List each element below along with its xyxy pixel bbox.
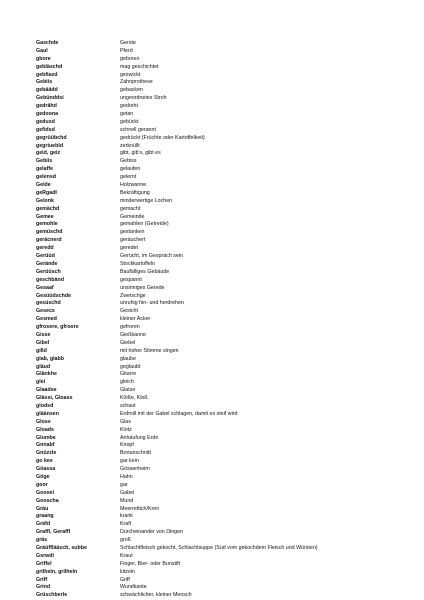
glossary-term: gemüschd xyxy=(36,229,63,236)
glossary-definition: gestanken xyxy=(120,229,145,236)
glossary-row xyxy=(36,135,408,143)
glossary-definition: Gerste xyxy=(120,40,136,46)
glossary-term: gedrähd xyxy=(36,103,57,110)
glossary-term: gemächd xyxy=(36,205,60,212)
glossary-term: Gebiis xyxy=(36,158,53,165)
glossary-row xyxy=(36,174,408,182)
glossary-row xyxy=(36,506,408,514)
glossary-term: Gesüüdschde xyxy=(36,292,72,299)
glossary-definition: Kraut xyxy=(120,552,133,559)
glossary-term: Gnüzzle xyxy=(36,450,57,457)
glossary-term: gebäädd xyxy=(36,87,58,94)
glossary-row xyxy=(36,261,408,269)
glossary-definition: Schlachtfleisch gekocht, Schlachtsuppe (Sud vom gekochdem Fleisch und Würsten) xyxy=(120,545,318,551)
glossary-term: glodsd xyxy=(36,402,54,409)
glossary-term: gedusd xyxy=(36,118,55,125)
glossary-term: gelaffe xyxy=(36,166,54,173)
glossary-term: Graffl, Geraffl xyxy=(36,529,71,536)
glossary-term: gedoona xyxy=(36,111,59,118)
glossary-term: glab, glabb xyxy=(36,355,64,362)
glossary-row xyxy=(36,569,408,577)
glossary-row xyxy=(36,253,408,261)
glossary-term: Gibel xyxy=(36,339,50,346)
glossary-definition: Gießkanne xyxy=(120,331,146,338)
glossary-definition: Wundkante xyxy=(120,584,147,591)
glossary-definition: Glas xyxy=(120,418,131,425)
glossary-definition: geboren xyxy=(120,55,140,62)
glossary-row xyxy=(36,403,408,411)
glossary-term: Gooscha xyxy=(36,497,59,504)
glossary-definition: Durcheinander von Dingen xyxy=(120,529,184,536)
glossary-definition: krank xyxy=(120,513,133,520)
glossary-definition: groß xyxy=(120,537,131,544)
glossary-row xyxy=(36,577,408,585)
glossary-term: Gelonk xyxy=(36,197,54,204)
glossary-row xyxy=(36,111,408,119)
glossary-row xyxy=(36,561,408,569)
glossary-term: Glänkhe xyxy=(36,371,57,378)
glossary-row xyxy=(36,498,408,506)
glossary-term: Gloss xyxy=(36,418,51,425)
glossary-definition: Finger, Bier- oder Bunstift xyxy=(120,560,181,567)
glossary-definition: gemahlen (Getreide) xyxy=(120,221,169,228)
glossary-definition: Zwetschge xyxy=(120,292,146,299)
glossary-term: gegriuebld xyxy=(36,142,64,149)
glossary-row xyxy=(36,40,408,48)
glossary-term: Gräfd xyxy=(36,521,51,528)
glossary-term: Gesaaf xyxy=(36,284,54,291)
glossary-definition: Klotz xyxy=(120,426,132,433)
glossary-term: gläänsen xyxy=(36,410,59,417)
glossary-definition: Brotanschnitt xyxy=(120,450,151,457)
glossary-term: gemohle xyxy=(36,221,58,228)
glossary-term: Göassa xyxy=(36,466,56,473)
glossary-definition: Knopf xyxy=(120,442,134,449)
glossary-row xyxy=(36,592,408,600)
glossary-row xyxy=(36,371,408,379)
glossary-row xyxy=(36,419,408,427)
glossary-term: gelensd xyxy=(36,174,57,181)
glossary-definition: ungeordnetes Stroh xyxy=(120,95,167,102)
glossary-definition: geräuchert xyxy=(120,237,146,244)
glossary-term: Gesecs xyxy=(36,308,55,315)
glossary-definition: kitzeln xyxy=(120,568,136,575)
glossary-row xyxy=(36,206,408,214)
glossary-row xyxy=(36,332,408,340)
glossary-row xyxy=(36,103,408,111)
glossary-row xyxy=(36,182,408,190)
glossary-definition: gar xyxy=(120,481,128,488)
glossary-definition: Gerücht, im Gespräch sein xyxy=(120,253,183,260)
glossary-row xyxy=(36,513,408,521)
glossary-definition: Stockkartoffeln xyxy=(120,260,155,267)
glossary-definition: gedrückt (Früchte oder Kartoffelkeit) xyxy=(120,134,205,141)
glossary-definition: Klöße, Kloß xyxy=(120,395,148,402)
glossary-row xyxy=(36,584,408,592)
glossary-term: Gräüfflääsch, subbe xyxy=(36,545,87,551)
glossary-term: geschbånd xyxy=(36,276,64,283)
glossary-definition: gefroren xyxy=(120,324,140,331)
glossary-definition: gezwickt xyxy=(120,71,141,78)
glossary-definition: zerknüllt xyxy=(120,142,140,149)
glossary-definition: schaut xyxy=(120,402,136,409)
glossary-row xyxy=(36,87,408,95)
glossary-row xyxy=(36,466,408,474)
glossary-term: gefidsd xyxy=(36,126,55,133)
glossary-term: gesüschd xyxy=(36,300,61,307)
glossary-term: Gesmed xyxy=(36,316,57,323)
glossary-row xyxy=(36,237,408,245)
glossary-definition: geglaubt xyxy=(120,363,141,370)
glossary-row xyxy=(36,229,408,237)
glossary-row xyxy=(36,395,408,403)
glossary-term: Glaadse xyxy=(36,387,57,394)
glossary-term: Griffel xyxy=(36,560,52,567)
glossary-term: gfrosere, gfroore xyxy=(36,324,79,331)
glossary-term: Gebiis xyxy=(36,79,53,86)
glossary-row xyxy=(36,316,408,324)
glossary-definition: Griff xyxy=(120,576,130,583)
glossary-row xyxy=(36,545,408,553)
glossary-definition: mag geschichtet xyxy=(120,63,159,70)
glossary-term: Gisse xyxy=(36,331,51,338)
glossary-definition: Glatze xyxy=(120,387,136,394)
glossary-row xyxy=(36,166,408,174)
glossary-definition: Gesicht xyxy=(120,308,138,315)
glossary-definition: schnell gerannt xyxy=(120,126,156,133)
glossary-definition: Gebiss xyxy=(120,158,137,165)
glossary-term: gilld xyxy=(36,347,47,354)
glossary-row xyxy=(36,158,408,166)
glossary-row xyxy=(36,190,408,198)
glossary-term: Gräu xyxy=(36,505,49,512)
glossary-definition: Holzwanne xyxy=(120,182,147,189)
glossary-definition: unsinniges Gerede xyxy=(120,284,165,291)
glossary-row xyxy=(36,442,408,450)
glossary-term: Glässi, Gloass xyxy=(36,395,73,402)
glossary-term: geredd xyxy=(36,245,54,252)
glossary-term: gläud xyxy=(36,363,51,370)
glossary-row xyxy=(36,269,408,277)
glossary-definition: gar kein xyxy=(120,458,139,465)
glossary-definition: gebacken xyxy=(120,87,143,94)
glossary-row xyxy=(36,427,408,435)
glossary-definition: glaube xyxy=(120,355,136,362)
glossary-row xyxy=(36,127,408,135)
glossary-definition: Gabel xyxy=(120,489,135,496)
glossary-term: graang xyxy=(36,513,54,520)
glossary-definition: getan xyxy=(120,111,134,118)
glossary-row xyxy=(36,411,408,419)
glossary-definition: mit hoher Stimme singen xyxy=(120,347,179,354)
glossary-term: gebläschd xyxy=(36,63,63,70)
glossary-row xyxy=(36,48,408,56)
glossary-row xyxy=(36,450,408,458)
glossary-row xyxy=(36,537,408,545)
glossary-row xyxy=(36,340,408,348)
glossary-term: Glumbe xyxy=(36,434,56,441)
glossary-definition: Kraft xyxy=(120,521,132,528)
glossary-term: gräs xyxy=(36,537,48,544)
glossary-row xyxy=(36,119,408,127)
glossary-term: Göge xyxy=(36,473,50,480)
glossary-term: Goovel xyxy=(36,489,54,496)
glossary-term: gebfiazd xyxy=(36,71,58,78)
glossary-row xyxy=(36,387,408,395)
glossary-term: geRgadl xyxy=(36,189,57,196)
glossary-term: geräcnerd xyxy=(36,237,62,244)
glossary-term: Gnnabf xyxy=(36,442,55,449)
glossary-definition: gedreht xyxy=(120,103,138,110)
glossary-definition: Meerrettich/Kren xyxy=(120,505,160,512)
glossary-definition: Mund xyxy=(120,497,134,504)
glossary-definition: Gössenheim xyxy=(120,466,150,473)
glossary-definition: Hahn xyxy=(120,473,133,480)
glossary-term: Grind xyxy=(36,584,51,591)
glossary-row xyxy=(36,308,408,316)
glossary-term: Griff xyxy=(36,576,48,583)
glossary-list xyxy=(36,40,408,600)
glossary-term: go kee xyxy=(36,458,53,465)
glossary-definition: gibt, gib's, gibt es xyxy=(120,150,161,157)
glossary-row xyxy=(36,285,408,293)
glossary-term: gegrüübchd xyxy=(36,134,67,141)
glossary-term: Gemee xyxy=(36,213,54,220)
glossary-definition: minderwertige Lochen xyxy=(120,197,173,204)
glossary-row xyxy=(36,490,408,498)
glossary-row xyxy=(36,356,408,364)
glossary-definition: kleiner Acker xyxy=(120,316,151,323)
glossary-row xyxy=(36,379,408,387)
glossary-definition: Baufälliges Gebäude xyxy=(120,268,170,275)
glossary-row xyxy=(36,348,408,356)
glossary-row xyxy=(36,79,408,87)
glossary-term: Gloads xyxy=(36,426,54,433)
glossary-row xyxy=(36,143,408,151)
glossary-row xyxy=(36,482,408,490)
glossary-definition: gelernt xyxy=(120,174,137,181)
glossary-row xyxy=(36,64,408,72)
glossary-term: Gelde xyxy=(36,182,51,189)
glossary-row xyxy=(36,293,408,301)
glossary-definition: Erdmill mit der Gabel schlagen, damit es steif wird xyxy=(120,410,238,417)
glossary-row xyxy=(36,214,408,222)
glossary-definition: unruhig hin- und herdrehen xyxy=(120,300,184,307)
glossary-term: goor xyxy=(36,481,48,488)
glossary-row xyxy=(36,474,408,482)
glossary-term: grilheln, grilheln xyxy=(36,568,78,575)
glossary-row xyxy=(36,56,408,64)
glossary-term: Gerände xyxy=(36,260,58,267)
glossary-row xyxy=(36,72,408,80)
glossary-definition: Zahnprothese xyxy=(120,79,153,86)
glossary-row xyxy=(36,221,408,229)
glossary-row xyxy=(36,435,408,443)
glossary-definition: gespannt xyxy=(120,276,142,283)
glossary-definition: Pferd xyxy=(120,47,133,54)
glossary-definition: Bekräftigung xyxy=(120,189,150,196)
glossary-term: gbore xyxy=(36,55,51,62)
glossary-row xyxy=(36,95,408,103)
glossary-term: Gerüüsch xyxy=(36,268,61,275)
glossary-term: Gsrwdi xyxy=(36,552,54,559)
glossary-term: Gaul xyxy=(36,47,48,54)
glossary-term: Gebünddsi xyxy=(36,95,64,102)
glossary-definition: Anhäufung Erde xyxy=(120,434,159,441)
glossary-definition: gleich xyxy=(120,379,134,386)
glossary-definition: Gemeinde xyxy=(120,213,145,220)
glossary-row xyxy=(36,245,408,253)
glossary-term: Grüschberle xyxy=(36,592,68,599)
glossary-row xyxy=(36,198,408,206)
glossary-term: Gaschde xyxy=(36,40,59,46)
glossary-term: glei xyxy=(36,379,46,386)
glossary-row xyxy=(36,553,408,561)
glossary-definition: Gitarre xyxy=(120,371,137,378)
glossary-definition: schwächlicher, kleiner Mensch xyxy=(120,592,192,599)
glossary-row xyxy=(36,324,408,332)
glossary-term: geid, geiz xyxy=(36,150,61,157)
glossary-definition: Giebel xyxy=(120,339,136,346)
glossary-row xyxy=(36,300,408,308)
glossary-row xyxy=(36,277,408,285)
glossary-row xyxy=(36,364,408,372)
glossary-row xyxy=(36,529,408,537)
glossary-definition: gemacht xyxy=(120,205,141,212)
glossary-row xyxy=(36,150,408,158)
glossary-row xyxy=(36,458,408,466)
glossary-definition: geredet xyxy=(120,245,138,252)
glossary-definition: gebückt xyxy=(120,118,139,125)
glossary-row xyxy=(36,521,408,529)
glossary-definition: gelaufen xyxy=(120,166,141,173)
glossary-term: Gerüüd xyxy=(36,253,55,260)
